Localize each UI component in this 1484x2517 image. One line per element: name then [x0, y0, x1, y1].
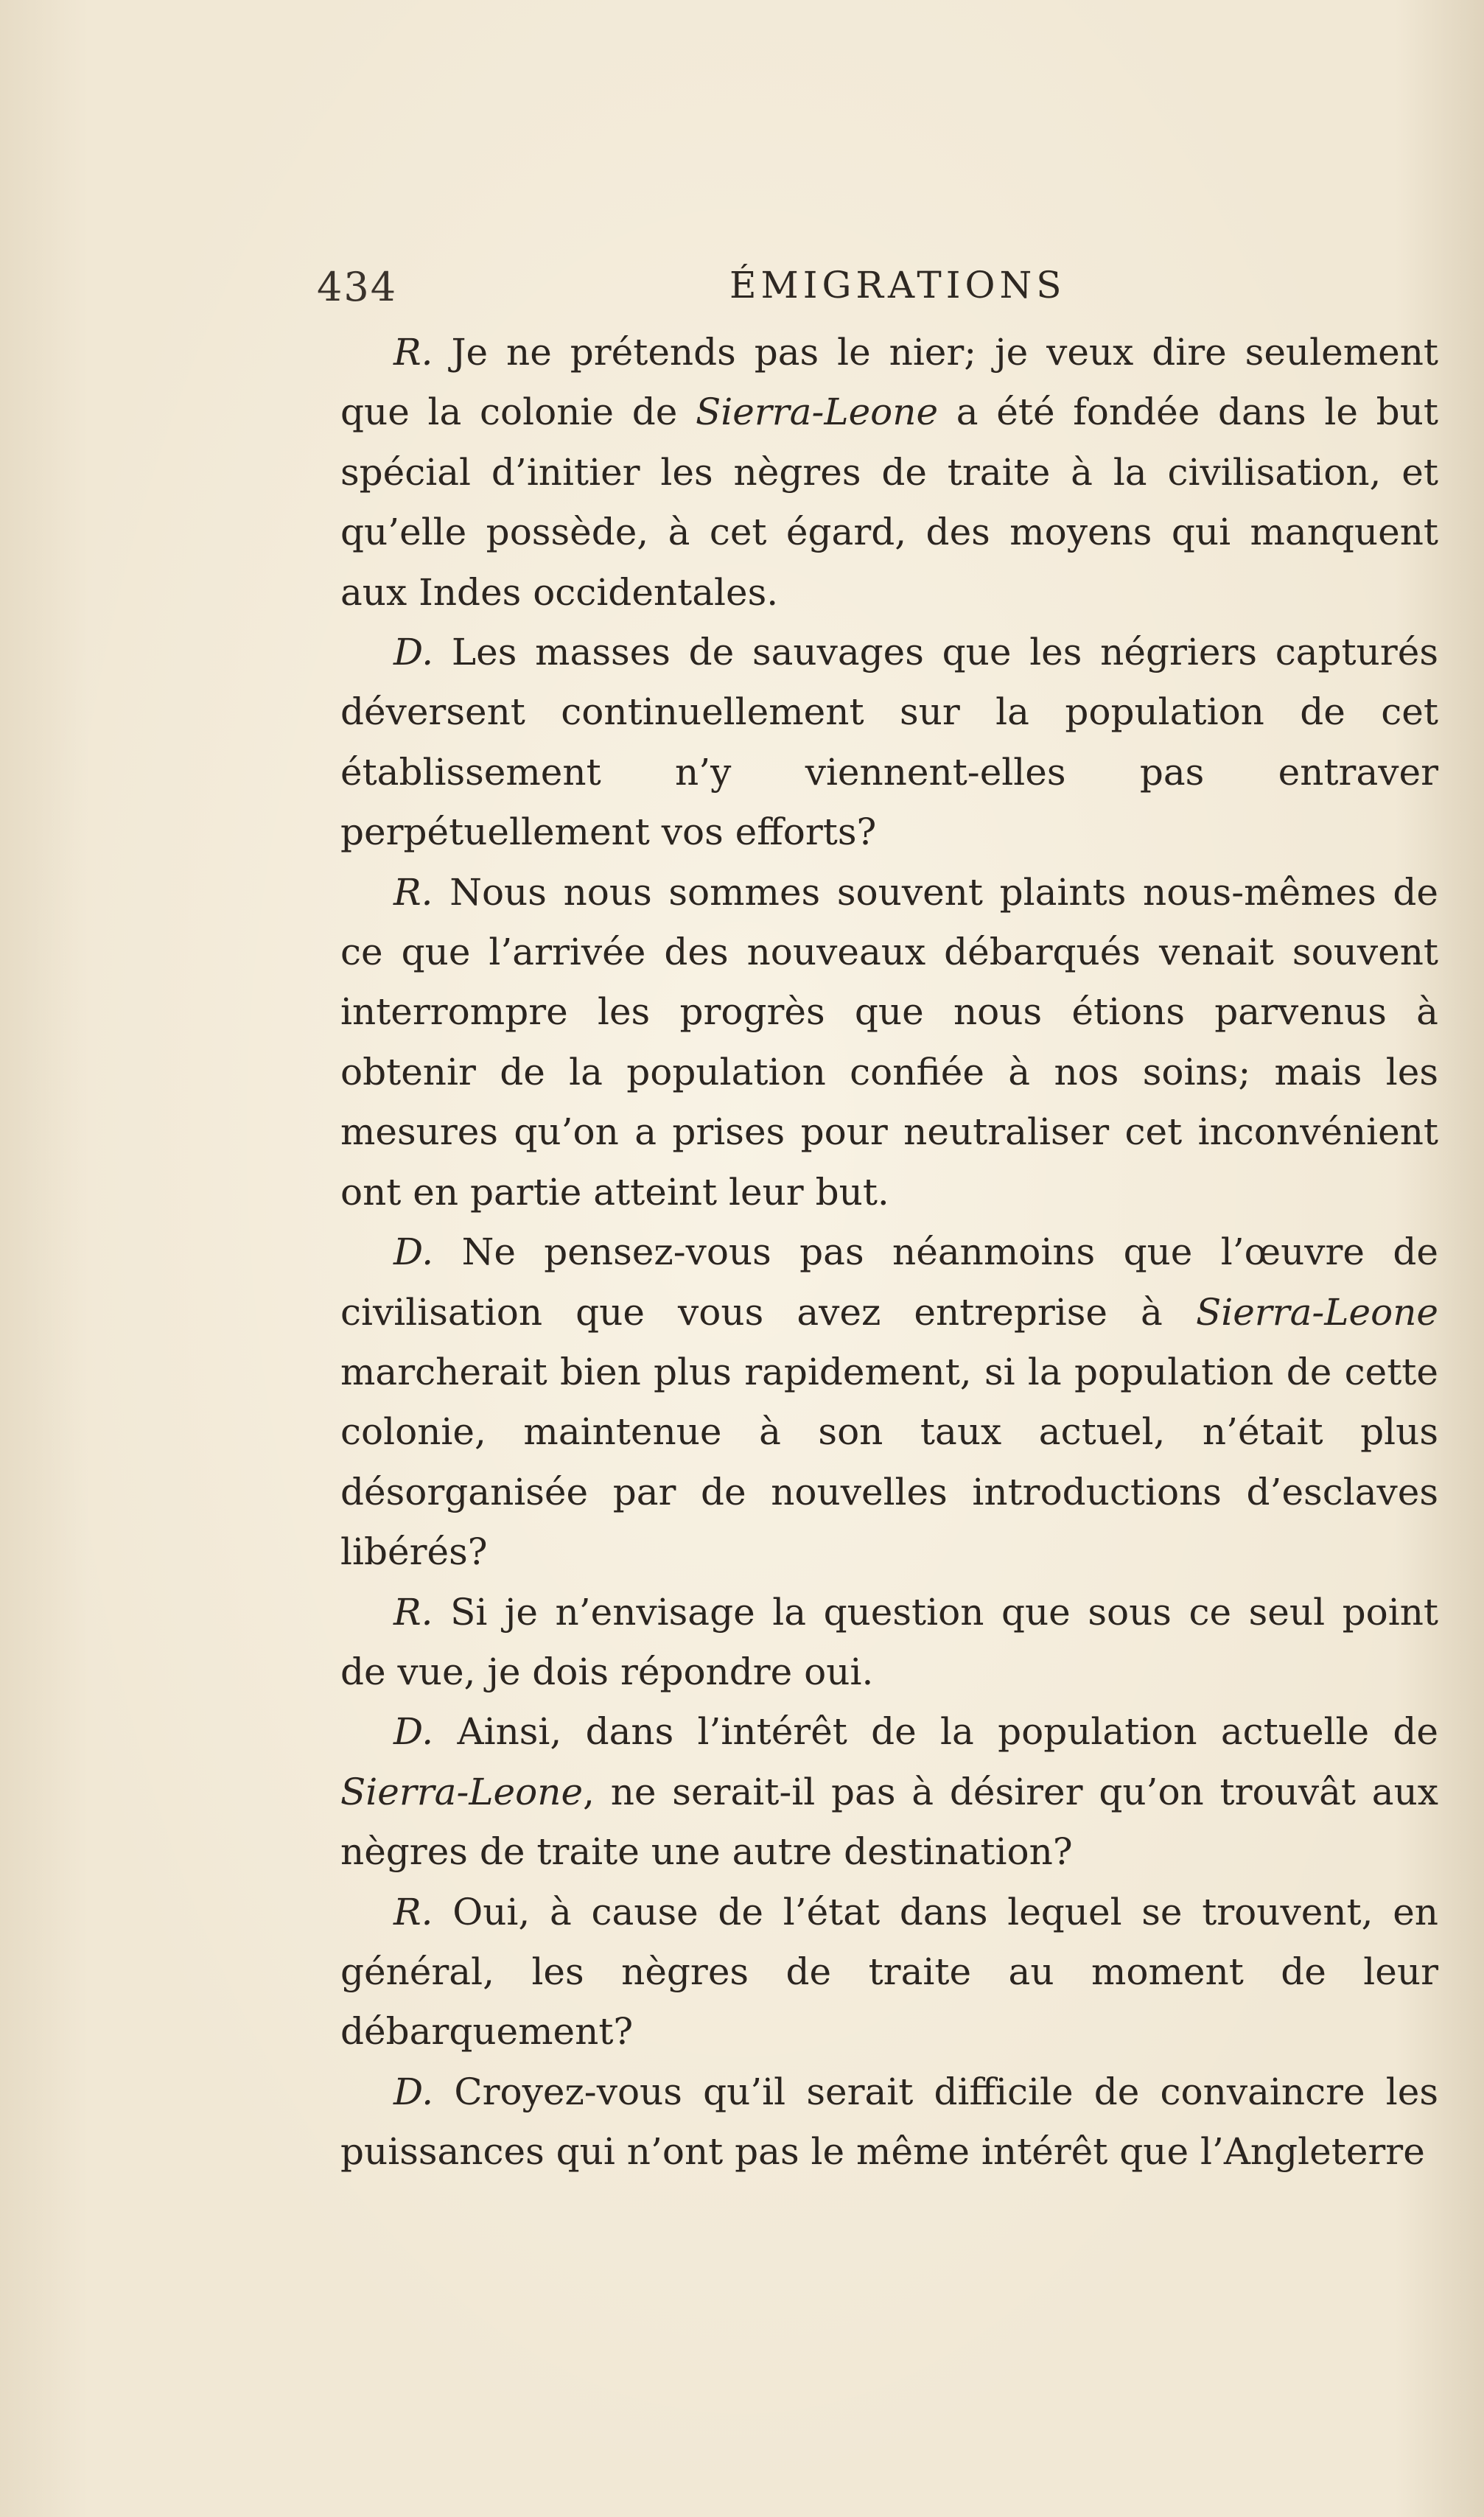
speaker-label: D. — [393, 1231, 434, 1274]
body-text — [340, 323, 1438, 2182]
running-title: ÉMIGRATIONS — [729, 264, 1066, 307]
paragraph-text: Je ne prétends pas le nier; je veux dire seulement que la colonie de — [340, 331, 1438, 434]
place-name-italic: Sierra-Leone — [340, 1770, 584, 1813]
paragraph-3 — [340, 863, 1438, 1222]
paragraph-text: Les masses de sauvages que les négriers capturés déversent continuellement sur la population de cet établissement n’y viennent-elles pas entraver perpétuellement vos efforts? — [340, 631, 1438, 854]
paragraph-4 — [340, 1222, 1438, 1582]
paragraph-6 — [340, 1702, 1438, 1882]
paragraph-text: Croyez-vous qu’il serait difficile de convaincre les puissances qui n’ont pas le même intérêt que l’Angleterre — [340, 2070, 1438, 2174]
place-name-italic: Sierra-Leone — [1195, 1290, 1438, 1334]
speaker-label: D. — [393, 2070, 434, 2113]
paragraph-text: Ainsi, dans l’intérêt de la population actuelle de — [433, 1710, 1438, 1754]
paragraph-text: , ne serait-il pas à désirer qu’on trouvât aux nègres de traite une autre destination? — [340, 1770, 1438, 1874]
paragraph-1 — [340, 323, 1438, 623]
paragraph-2 — [340, 623, 1438, 863]
paragraph-8 — [340, 2062, 1438, 2182]
paragraph-text: Si je n’envisage la question que sous ce seul point de vue, je dois répondre oui. — [340, 1590, 1438, 1693]
page-number: 434 — [317, 264, 398, 310]
paragraph-7 — [340, 1883, 1438, 2062]
paragraph-text: marcherait bien plus rapidement, si la population de cette colonie, maintenue à son taux actuel, n’était plus désorganisée par de nouvelles introductions d’esclaves libérés? — [340, 1350, 1438, 1574]
running-head — [317, 264, 1444, 315]
place-name-italic: Sierra-Leone — [696, 391, 939, 434]
paragraph-text: Ne pensez-vous pas néanmoins que l’œuvre de civilisation que vous avez entreprise à — [340, 1231, 1438, 1334]
paragraph-text: a été fondée dans le but spécial d’initier les nègres de traite à la civilisation, et qu’elle possède, à cet égard, des moyens qui manquent aux Indes occidentales. — [340, 391, 1438, 614]
speaker-label: R. — [393, 1890, 433, 1933]
speaker-label: R. — [393, 331, 433, 374]
speaker-label: R. — [393, 870, 433, 914]
speaker-label: D. — [393, 631, 434, 674]
paragraph-text: Nous nous sommes souvent plaints nous-mêmes de ce que l’arrivée des nouveaux débarqués venait souvent interrompre les progrès que nous étions parvenus à obtenir de la population confiée à nos soins; mais les mesures qu’on a prises pour neutraliser cet inconvénient ont en partie atteint leur but. — [340, 870, 1438, 1214]
paragraph-text: Oui, à cause de l’état dans lequel se trouvent, en général, les nègres de traite au moment de leur débarquement? — [340, 1890, 1438, 2054]
speaker-label: R. — [393, 1590, 433, 1634]
paragraph-5 — [340, 1583, 1438, 1703]
speaker-label: D. — [393, 1710, 434, 1754]
